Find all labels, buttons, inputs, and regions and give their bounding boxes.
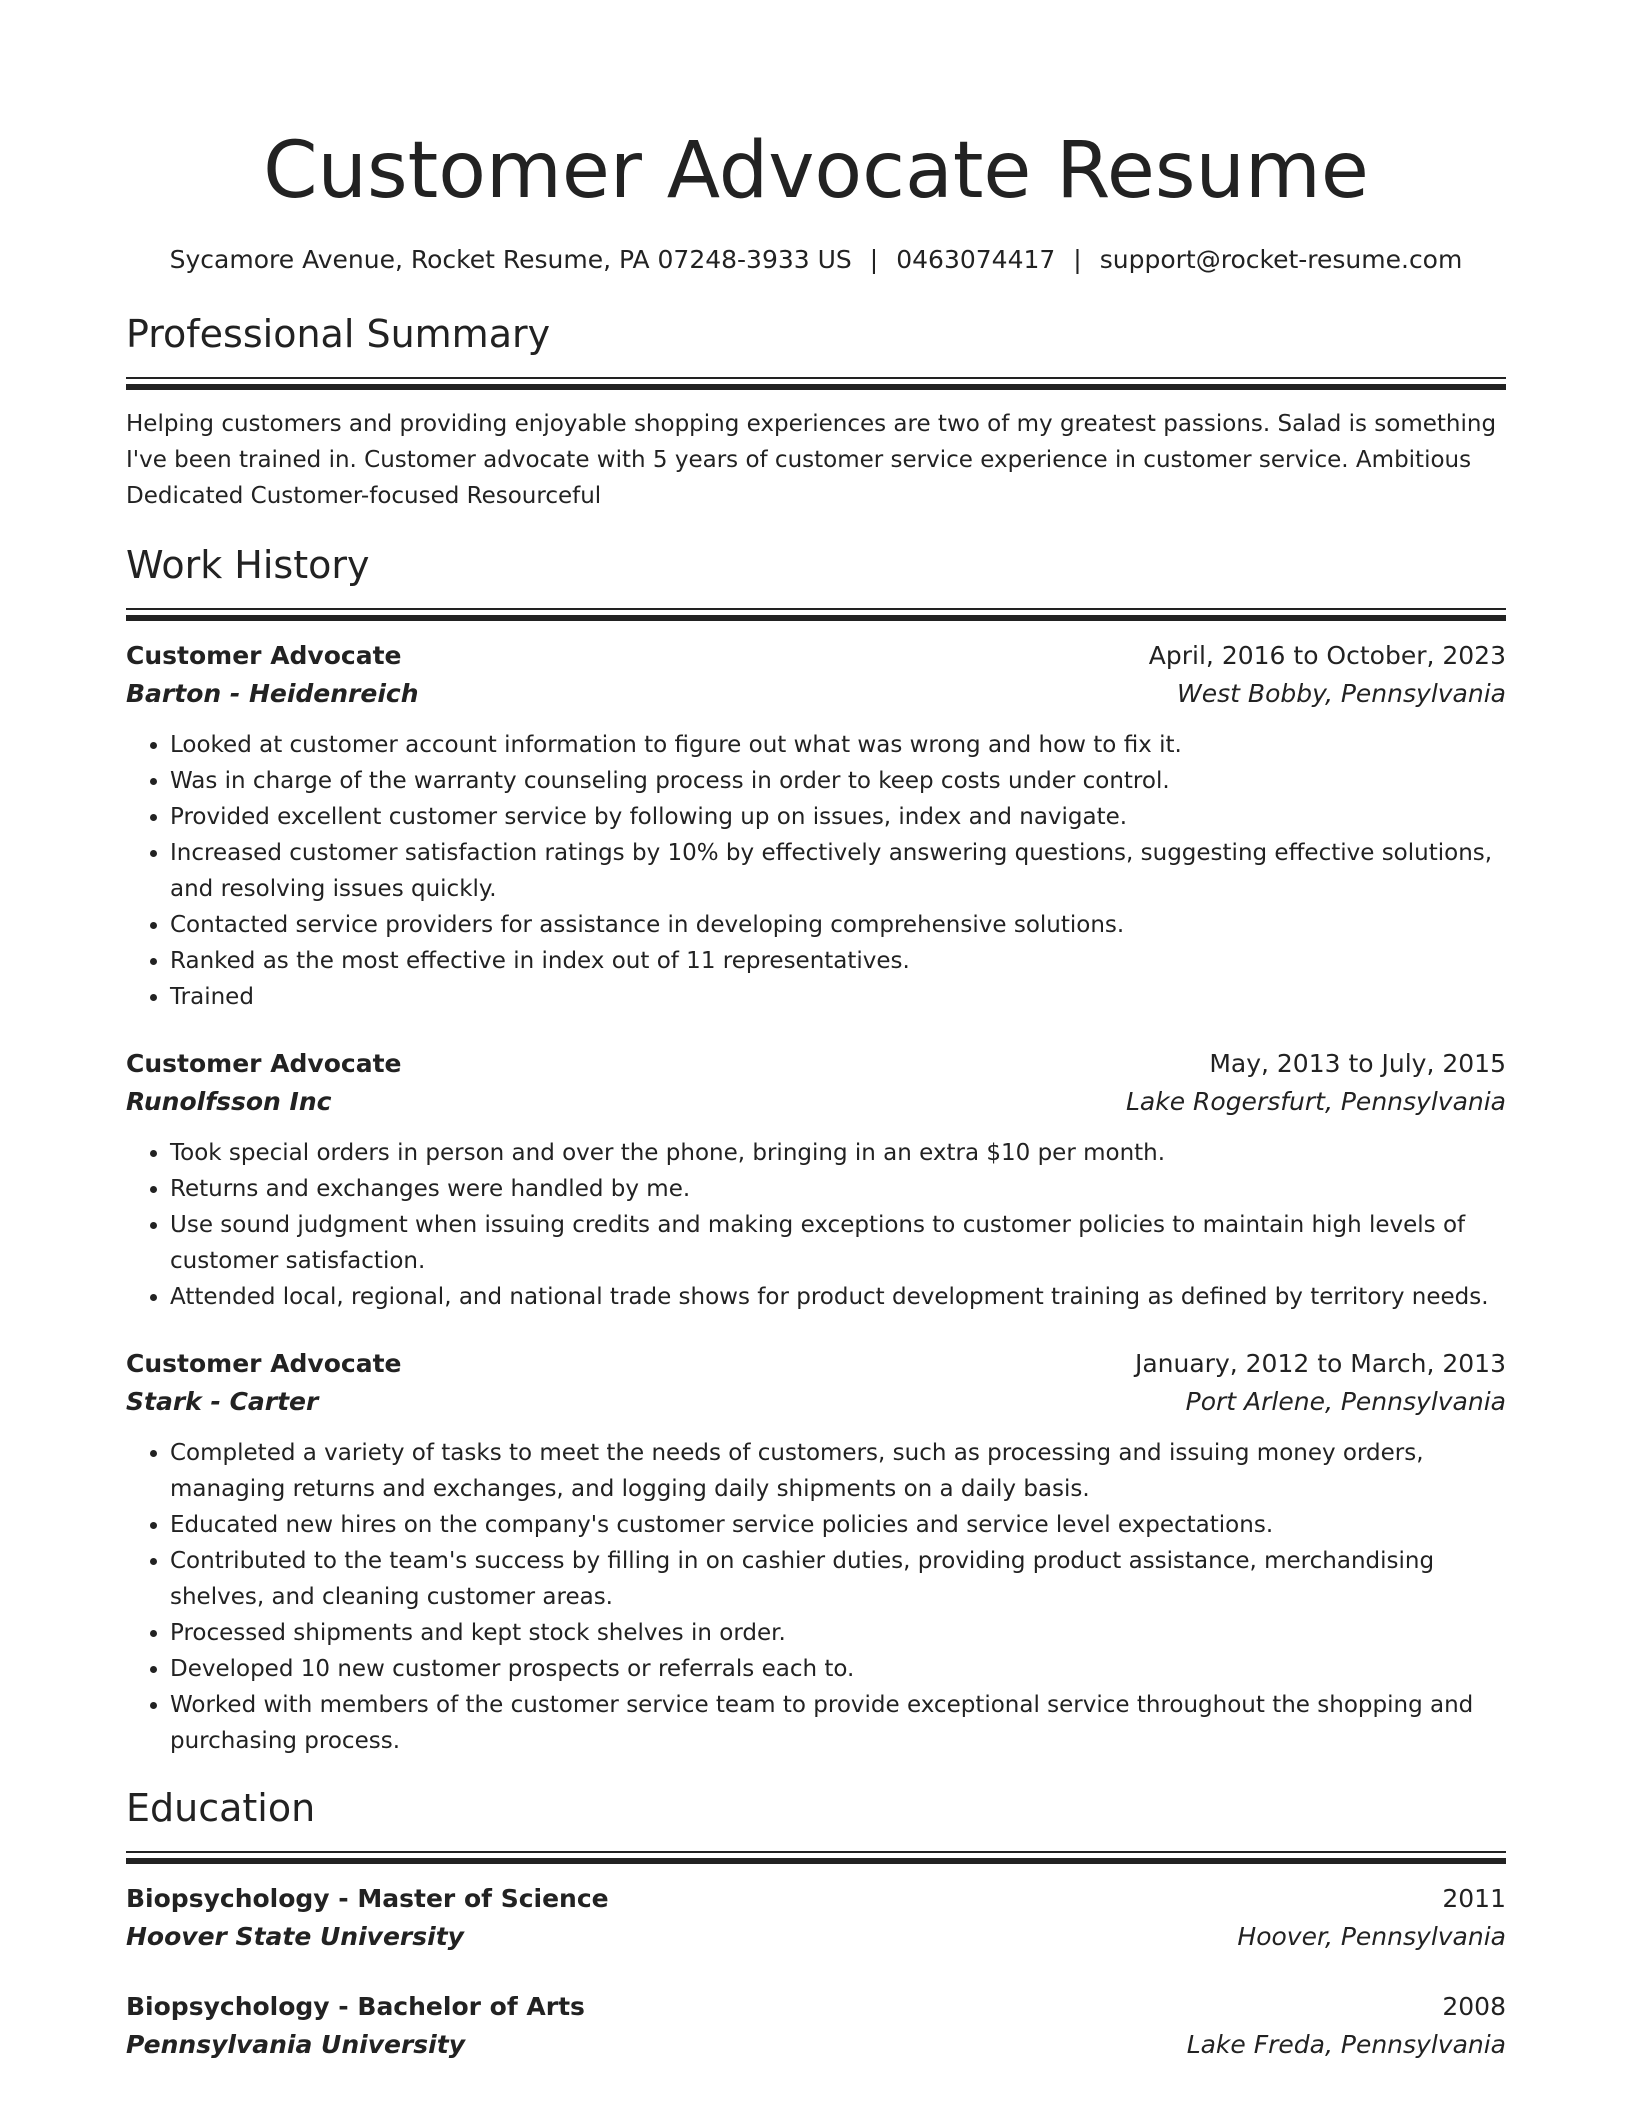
job-location: Port Arlene, Pennsylvania [1185,1387,1506,1416]
work-heading: Work History [126,543,370,587]
job-dates: May, 2013 to July, 2015 [1209,1049,1506,1078]
job-bullet: • Use sound judgment when issuing credits and making exceptions to customer policies to maintain high levels of customer satisfaction. [170,1207,1506,1279]
job-bullet: • Attended local, regional, and national trade shows for product development training as defined by territory needs. [170,1279,1506,1315]
contact-email: support@rocket-resume.com [1099,245,1463,274]
job-location: Lake Rogersfurt, Pennsylvania [1125,1087,1506,1116]
job-dates: April, 2016 to October, 2023 [1148,641,1506,670]
summary-text: Helping customers and providing enjoyable shopping experiences are two of my greatest passions. Salad is something I've been trained in. Customer advocate with 5 years of customer service experience in customer service. Ambitious Dedicated Customer-focused Resourceful [126,411,1497,509]
job-bullet: • Worked with members of the customer service team to provide exceptional service throughout the shopping and purchasing process. [170,1687,1506,1759]
education-location: Lake Freda, Pennsylvania [1186,2030,1506,2059]
job-title: Customer Advocate [126,1349,402,1378]
section-divider [126,608,1506,610]
job-company: Runolfsson Inc [126,1087,332,1116]
job-bullet: • Returns and exchanges were handled by me. [170,1171,1506,1207]
job-bullet: • Looked at customer account information to figure out what was wrong and how to fix it. [170,727,1506,763]
summary-section [126,311,1506,514]
section-divider [126,377,1506,379]
education-location: Hoover, Pennsylvania [1237,1922,1506,1951]
job-entry [126,637,1506,1015]
education-degree: Biopsychology - Bachelor of Arts [126,1992,585,2021]
job-bullet: • Contributed to the team's success by filling in on cashier duties, providing product assistance, merchandising shelves, and cleaning customer areas. [170,1543,1506,1615]
education-school: Pennsylvania University [126,2030,466,2059]
job-bullet: • Completed a variety of tasks to meet the needs of customers, such as processing and issuing money orders, managing returns and exchanges, and logging daily shipments on a daily basis. [170,1435,1506,1507]
job-bullets [126,727,1506,1015]
job-location: West Bobby, Pennsylvania [1177,679,1506,708]
job-bullet: • Processed shipments and kept stock shelves in order. [170,1615,1506,1651]
education-year: 2008 [1442,1992,1506,2021]
job-bullet: • Developed 10 new customer prospects or referrals each to. [170,1651,1506,1687]
job-entry [126,1045,1506,1315]
education-heading: Education [126,1786,316,1830]
job-title: Customer Advocate [126,641,402,670]
job-title: Customer Advocate [126,1049,402,1078]
summary-heading: Professional Summary [126,312,551,356]
job-dates: January, 2012 to March, 2013 [1134,1349,1506,1378]
job-bullet: • Ranked as the most effective in index out of 11 representatives. [170,943,1506,979]
work-section [126,542,1506,1759]
section-divider-thick [126,384,1506,390]
education-entry [126,1988,1506,2064]
job-bullets [126,1435,1506,1759]
education-year: 2011 [1442,1884,1506,1913]
job-company: Barton - Heidenreich [126,679,419,708]
job-bullet: • Educated new hires on the company's customer service policies and service level expectations. [170,1507,1506,1543]
contact-separator: | [869,245,879,274]
education-entry [126,1880,1506,1956]
section-divider [126,1851,1506,1853]
education-degree: Biopsychology - Master of Science [126,1884,609,1913]
job-bullet: • Took special orders in person and over the phone, bringing in an extra $10 per month. [170,1135,1506,1171]
section-divider-thick [126,615,1506,621]
resume-title: Customer Advocate Resume [263,126,1369,216]
job-bullet: • Was in charge of the warranty counseling process in order to keep costs under control. [170,763,1506,799]
contact-separator: | [1073,245,1082,274]
contact-address: Sycamore Avenue, Rocket Resume, PA 07248-3933 US [169,245,852,274]
job-entry [126,1345,1506,1759]
job-bullet: • Contacted service providers for assistance in developing comprehensive solutions. [170,907,1506,943]
job-bullet: • Increased customer satisfaction ratings by 10% by effectively answering questions, suggesting effective solutions, and resolving issues quickly. [170,835,1506,907]
contact-line [126,243,1506,277]
job-company: Stark - Carter [126,1387,319,1416]
education-section [126,1785,1506,2064]
job-bullet: • Trained [170,979,1506,1015]
job-bullet: • Provided excellent customer service by following up on issues, index and navigate. [170,799,1506,835]
job-bullets [126,1135,1506,1315]
contact-phone: 0463074417 [896,245,1056,274]
section-divider-thick [126,1858,1506,1864]
education-school: Hoover State University [126,1922,464,1951]
